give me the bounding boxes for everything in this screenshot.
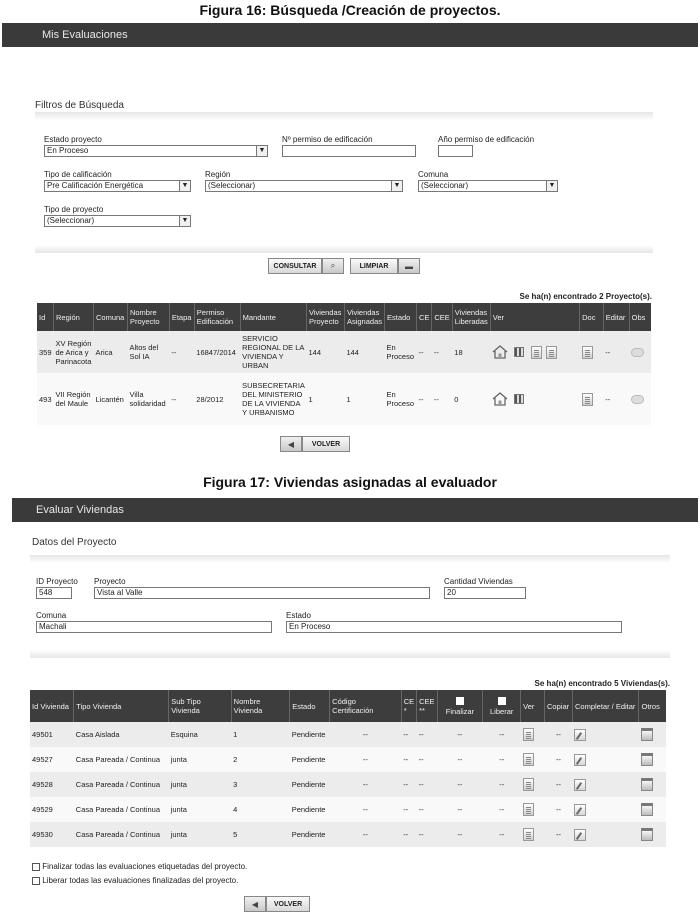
col-estado: Estado xyxy=(385,303,417,331)
col-region: Región xyxy=(54,303,94,331)
col-cee-17: CEE ** xyxy=(417,690,437,722)
cell-liberar: -- xyxy=(483,772,521,797)
cell-viv-proyecto: 144 xyxy=(307,331,345,373)
cell-obs xyxy=(629,373,651,425)
cell-ce: -- xyxy=(401,747,416,772)
cell-permiso: 28/2012 xyxy=(194,373,240,425)
col-nombre: Nombre Proyecto xyxy=(127,303,169,331)
cell-cee: -- xyxy=(417,747,437,772)
cell-permiso: 16847/2014 xyxy=(194,331,240,373)
cell-region: XV Región de Arica y Parinacota xyxy=(54,331,94,373)
col-completar: Completar / Editar xyxy=(572,690,639,722)
cell-id: 359 xyxy=(37,331,54,373)
cell-otros xyxy=(639,722,666,747)
cell-completar xyxy=(572,747,639,772)
view-document-icon[interactable] xyxy=(523,778,534,791)
cell-ver xyxy=(521,747,545,772)
col-copiar: Copiar xyxy=(545,690,573,722)
permiso-label: Nº permiso de edificación xyxy=(282,135,373,144)
col-otros: Otros xyxy=(639,690,666,722)
cell-ce: -- xyxy=(401,822,416,847)
chart-icon[interactable] xyxy=(531,346,542,359)
chevron-down-icon: ▼ xyxy=(179,216,190,226)
comuna-field[interactable]: Machali xyxy=(36,621,272,633)
cell-cee: -- xyxy=(417,772,437,797)
figure-16-caption: Figura 16: Búsqueda /Creación de proyectos. xyxy=(199,2,501,18)
col-finalizar-label: Finalizar xyxy=(445,706,475,716)
anio-label: Año permiso de edificación xyxy=(438,135,535,144)
tipo-calificacion-value: Pre Calificación Energética xyxy=(47,181,144,190)
cell-id-vivienda: 49529 xyxy=(30,797,74,822)
cell-viv-asignadas: 1 xyxy=(344,373,384,425)
trash-icon[interactable] xyxy=(641,753,653,766)
datos-divider xyxy=(30,555,670,563)
cell-cee: -- xyxy=(417,797,437,822)
col-obs: Obs xyxy=(629,303,651,331)
col-finalizar xyxy=(437,690,483,722)
viviendas-found-count: Se ha(n) encontrado 5 Viviendas(s). xyxy=(534,679,670,688)
cell-liberar: -- xyxy=(483,722,521,747)
table-row xyxy=(30,722,666,747)
cell-ver xyxy=(490,331,579,373)
table-row xyxy=(30,797,666,822)
comment-icon[interactable] xyxy=(631,395,644,404)
cell-tipo: Casa Pareada / Continua xyxy=(74,797,169,822)
liberar-all-checkbox[interactable] xyxy=(498,697,506,705)
cell-finalizar: -- xyxy=(437,772,483,797)
cell-completar xyxy=(572,822,639,847)
cell-ce: -- xyxy=(401,722,416,747)
chevron-left-icon[interactable]: ◀ xyxy=(244,896,266,912)
cell-estado: En Proceso xyxy=(385,331,417,373)
cell-subtipo: junta xyxy=(169,797,231,822)
table-row xyxy=(30,822,666,847)
cell-comuna: Arica xyxy=(94,331,128,373)
tipo-calificacion-select[interactable] xyxy=(44,180,191,192)
estado-proyecto-value: En Proceso xyxy=(47,146,89,155)
cell-nombre-vivienda: 1 xyxy=(231,722,290,747)
cell-estado: Pendiente xyxy=(290,797,330,822)
finalizar-all-checkbox[interactable] xyxy=(456,697,464,705)
cell-copiar: -- xyxy=(545,797,573,822)
cell-doc xyxy=(580,373,604,425)
col-viv-asignadas: Viviendas Asignadas xyxy=(344,303,384,331)
liberar-todas-row xyxy=(32,876,238,885)
cell-codigo: -- xyxy=(330,722,402,747)
cell-finalizar: -- xyxy=(437,797,483,822)
tipo-proyecto-value: (Seleccionar) xyxy=(47,216,95,225)
col-ce: CE xyxy=(416,303,431,331)
anio-input[interactable] xyxy=(438,145,473,157)
trash-icon[interactable] xyxy=(641,828,653,841)
cell-copiar: -- xyxy=(545,772,573,797)
cell-estado: Pendiente xyxy=(290,722,330,747)
cell-editar: -- xyxy=(603,331,629,373)
chevron-down-icon: ▼ xyxy=(179,181,190,191)
col-liberar xyxy=(483,690,521,722)
cell-id-vivienda: 49530 xyxy=(30,822,74,847)
col-id: Id xyxy=(37,303,54,331)
chevron-left-icon[interactable]: ◀ xyxy=(280,436,302,452)
cell-ver xyxy=(490,373,579,425)
view-document-icon[interactable] xyxy=(523,828,534,841)
cell-cee: -- xyxy=(432,331,452,373)
datos-proyecto-title: Datos del Proyecto xyxy=(32,537,117,548)
cell-liberadas: 0 xyxy=(452,373,490,425)
eraser-icon[interactable]: ▬ xyxy=(398,258,420,274)
cell-editar: -- xyxy=(603,373,629,425)
cell-copiar: -- xyxy=(545,722,573,747)
cantidad-viviendas-field[interactable]: 20 xyxy=(444,587,526,599)
cell-liberar: -- xyxy=(483,822,521,847)
cell-tipo: Casa Pareada / Continua xyxy=(74,772,169,797)
filtros-title: Filtros de Búsqueda xyxy=(35,100,124,111)
cell-estado: En Proceso xyxy=(385,373,417,425)
cell-id-vivienda: 49528 xyxy=(30,772,74,797)
cell-subtipo: junta xyxy=(169,747,231,772)
estado-proyecto-select[interactable] xyxy=(44,145,268,157)
col-mandante: Mandante xyxy=(240,303,306,331)
cell-otros xyxy=(639,772,666,797)
comuna-label: Comuna xyxy=(418,170,449,179)
cell-nombre-vivienda: 2 xyxy=(231,747,290,772)
tipo-calificacion-label: Tipo de calificación xyxy=(44,170,112,179)
cell-nombre-vivienda: 4 xyxy=(231,797,290,822)
table-row xyxy=(30,747,666,772)
cell-etapa: -- xyxy=(169,331,194,373)
volver-button-1[interactable]: VOLVER xyxy=(302,436,350,452)
id-proyecto-field[interactable]: 548 xyxy=(36,587,72,599)
cell-cee: -- xyxy=(417,822,437,847)
doc-icon[interactable] xyxy=(582,393,593,406)
proyecto-field[interactable]: Vista al Valle xyxy=(94,587,430,599)
cell-completar xyxy=(572,797,639,822)
proyectos-table xyxy=(37,303,651,425)
cell-tipo: Casa Pareada / Continua xyxy=(74,747,169,772)
cell-subtipo: Esquina xyxy=(169,722,231,747)
cell-otros xyxy=(639,797,666,822)
col-liberar-label: Liberar xyxy=(490,706,514,716)
finalizar-todas-checkbox[interactable] xyxy=(32,863,40,871)
cell-tipo: Casa Pareada / Continua xyxy=(74,822,169,847)
doc-icon[interactable] xyxy=(582,346,593,359)
cell-codigo: -- xyxy=(330,797,402,822)
col-codigo: Código Certificación xyxy=(330,690,402,722)
cell-region: VII Región del Maule xyxy=(54,373,94,425)
cell-subtipo: junta xyxy=(169,772,231,797)
cell-codigo: -- xyxy=(330,747,402,772)
cell-otros xyxy=(639,747,666,772)
permiso-input[interactable] xyxy=(282,145,416,157)
qr-code-icon[interactable] xyxy=(514,394,524,404)
estado-label-17: Estado xyxy=(286,611,311,620)
col-cee: CEE xyxy=(432,303,452,331)
table-row xyxy=(37,373,651,425)
cell-cee: -- xyxy=(432,373,452,425)
document-icon[interactable] xyxy=(546,346,557,359)
cell-nombre: Villa solidaridad xyxy=(127,373,169,425)
figure-17-caption: Figura 17: Viviendas asignadas al evaluador xyxy=(203,474,497,490)
col-editar: Editar xyxy=(603,303,629,331)
consultar-button[interactable]: CONSULTAR xyxy=(268,258,322,274)
cell-obs xyxy=(629,331,651,373)
cell-codigo: -- xyxy=(330,772,402,797)
cell-ce: -- xyxy=(416,373,431,425)
edit-icon[interactable] xyxy=(574,754,586,766)
cell-copiar: -- xyxy=(545,747,573,772)
cell-completar xyxy=(572,722,639,747)
trash-icon[interactable] xyxy=(641,728,653,741)
finalizar-todas-label: Finalizar todas las evaluaciones etiquetadas del proyecto. xyxy=(42,862,248,871)
edit-icon[interactable] xyxy=(574,804,586,816)
comuna-label-17: Comuna xyxy=(36,611,67,620)
qr-code-icon[interactable] xyxy=(514,347,524,357)
edit-icon[interactable] xyxy=(574,729,586,741)
cell-comuna: Licantén xyxy=(94,373,128,425)
view-document-icon[interactable] xyxy=(523,803,534,816)
cell-ce: -- xyxy=(401,797,416,822)
cell-ver xyxy=(521,722,545,747)
cell-copiar: -- xyxy=(545,822,573,847)
trash-icon[interactable] xyxy=(641,778,653,791)
cell-nombre-vivienda: 3 xyxy=(231,772,290,797)
cell-doc xyxy=(580,331,604,373)
proyectos-found-count: Se ha(n) encontrado 2 Proyecto(s). xyxy=(519,292,652,301)
edit-icon[interactable] xyxy=(574,779,586,791)
viviendas-table xyxy=(30,690,666,847)
cell-id: 493 xyxy=(37,373,54,425)
id-proyecto-label: ID Proyecto xyxy=(36,577,78,586)
cell-liberar: -- xyxy=(483,747,521,772)
cell-ver xyxy=(521,822,545,847)
comuna-select[interactable] xyxy=(418,180,558,192)
cell-mandante: SUBSECRETARIA DEL MINISTERIO DE LA VIVIENDA Y URBANISMO xyxy=(240,373,306,425)
cell-liberar: -- xyxy=(483,797,521,822)
cell-viv-proyecto: 1 xyxy=(307,373,345,425)
cantidad-viviendas-label: Cantidad Viviendas xyxy=(444,577,513,586)
cell-id-vivienda: 49527 xyxy=(30,747,74,772)
volver-button-2[interactable]: VOLVER xyxy=(266,896,310,912)
search-icon[interactable]: ⌕ xyxy=(322,258,344,274)
liberar-todas-label: Liberar todas las evaluaciones finalizadas del proyecto. xyxy=(42,876,239,885)
col-tipo-vivienda: Tipo Vivienda xyxy=(74,690,169,722)
cell-subtipo: junta xyxy=(169,822,231,847)
col-id-vivienda: Id Vivienda xyxy=(30,690,74,722)
table-row xyxy=(30,772,666,797)
datos-bottom-divider xyxy=(30,650,670,658)
cell-ver xyxy=(521,797,545,822)
house-icon[interactable] xyxy=(492,345,508,359)
view-document-icon[interactable] xyxy=(523,753,534,766)
comment-icon[interactable] xyxy=(631,348,644,357)
edit-icon[interactable] xyxy=(574,829,586,841)
col-viv-proyecto: Viviendas Proyecto xyxy=(307,303,345,331)
cell-finalizar: -- xyxy=(437,822,483,847)
cell-estado: Pendiente xyxy=(290,822,330,847)
cell-mandante: SERVICIO REGIONAL DE LA VIVIENDA Y URBAN xyxy=(240,331,306,373)
table-row xyxy=(37,331,651,373)
region-label: Región xyxy=(205,170,231,179)
filters-divider xyxy=(35,112,653,120)
cell-codigo: -- xyxy=(330,822,402,847)
cell-ver xyxy=(521,772,545,797)
house-icon[interactable] xyxy=(492,392,508,406)
col-ver-17: Ver xyxy=(521,690,545,722)
col-liberadas: Viviendas Liberadas xyxy=(452,303,490,331)
liberar-todas-checkbox[interactable] xyxy=(32,877,40,885)
cell-etapa: -- xyxy=(169,373,194,425)
estado-proyecto-label: Estado proyecto xyxy=(44,135,102,144)
cell-estado: Pendiente xyxy=(290,772,330,797)
filters-bottom-divider xyxy=(35,245,653,253)
chevron-down-icon: ▼ xyxy=(391,181,402,191)
cell-id-vivienda: 49501 xyxy=(30,722,74,747)
tipo-proyecto-select[interactable] xyxy=(44,215,191,227)
comuna-value: (Seleccionar) xyxy=(421,181,469,190)
col-permiso: Permiso Edificación xyxy=(194,303,240,331)
cell-otros xyxy=(639,822,666,847)
cell-finalizar: -- xyxy=(437,747,483,772)
col-etapa: Etapa xyxy=(169,303,194,331)
cell-estado: Pendiente xyxy=(290,747,330,772)
col-ce-17: CE * xyxy=(401,690,416,722)
cell-tipo: Casa Aislada xyxy=(74,722,169,747)
limpiar-button[interactable]: LIMPIAR xyxy=(350,258,398,274)
col-nombre-vivienda: Nombre Vivienda xyxy=(231,690,290,722)
cell-liberadas: 18 xyxy=(452,331,490,373)
cell-ce: -- xyxy=(401,772,416,797)
cell-viv-asignadas: 144 xyxy=(344,331,384,373)
cell-completar xyxy=(572,772,639,797)
cell-nombre: Altos del Sol IA xyxy=(127,331,169,373)
cell-nombre-vivienda: 5 xyxy=(231,822,290,847)
view-document-icon[interactable] xyxy=(523,728,534,741)
region-select[interactable] xyxy=(205,180,403,192)
col-estado-17: Estado xyxy=(290,690,330,722)
region-value: (Seleccionar) xyxy=(208,181,256,190)
chevron-down-icon: ▼ xyxy=(256,146,267,156)
cell-cee: -- xyxy=(417,722,437,747)
col-ver: Ver xyxy=(490,303,579,331)
tipo-proyecto-label: Tipo de proyecto xyxy=(44,205,104,214)
proyecto-label: Proyecto xyxy=(94,577,126,586)
mis-evaluaciones-header: Mis Evaluaciones xyxy=(2,23,698,47)
finalizar-todas-row xyxy=(32,862,247,871)
col-subtipo: Sub Tipo Vivienda xyxy=(169,690,231,722)
chevron-down-icon: ▼ xyxy=(546,181,557,191)
trash-icon[interactable] xyxy=(641,803,653,816)
evaluar-viviendas-header: Evaluar Viviendas xyxy=(12,498,698,522)
cell-finalizar: -- xyxy=(437,722,483,747)
estado-field[interactable]: En Proceso xyxy=(286,621,622,633)
col-comuna: Comuna xyxy=(94,303,128,331)
cell-ce: -- xyxy=(416,331,431,373)
col-doc: Doc xyxy=(580,303,604,331)
